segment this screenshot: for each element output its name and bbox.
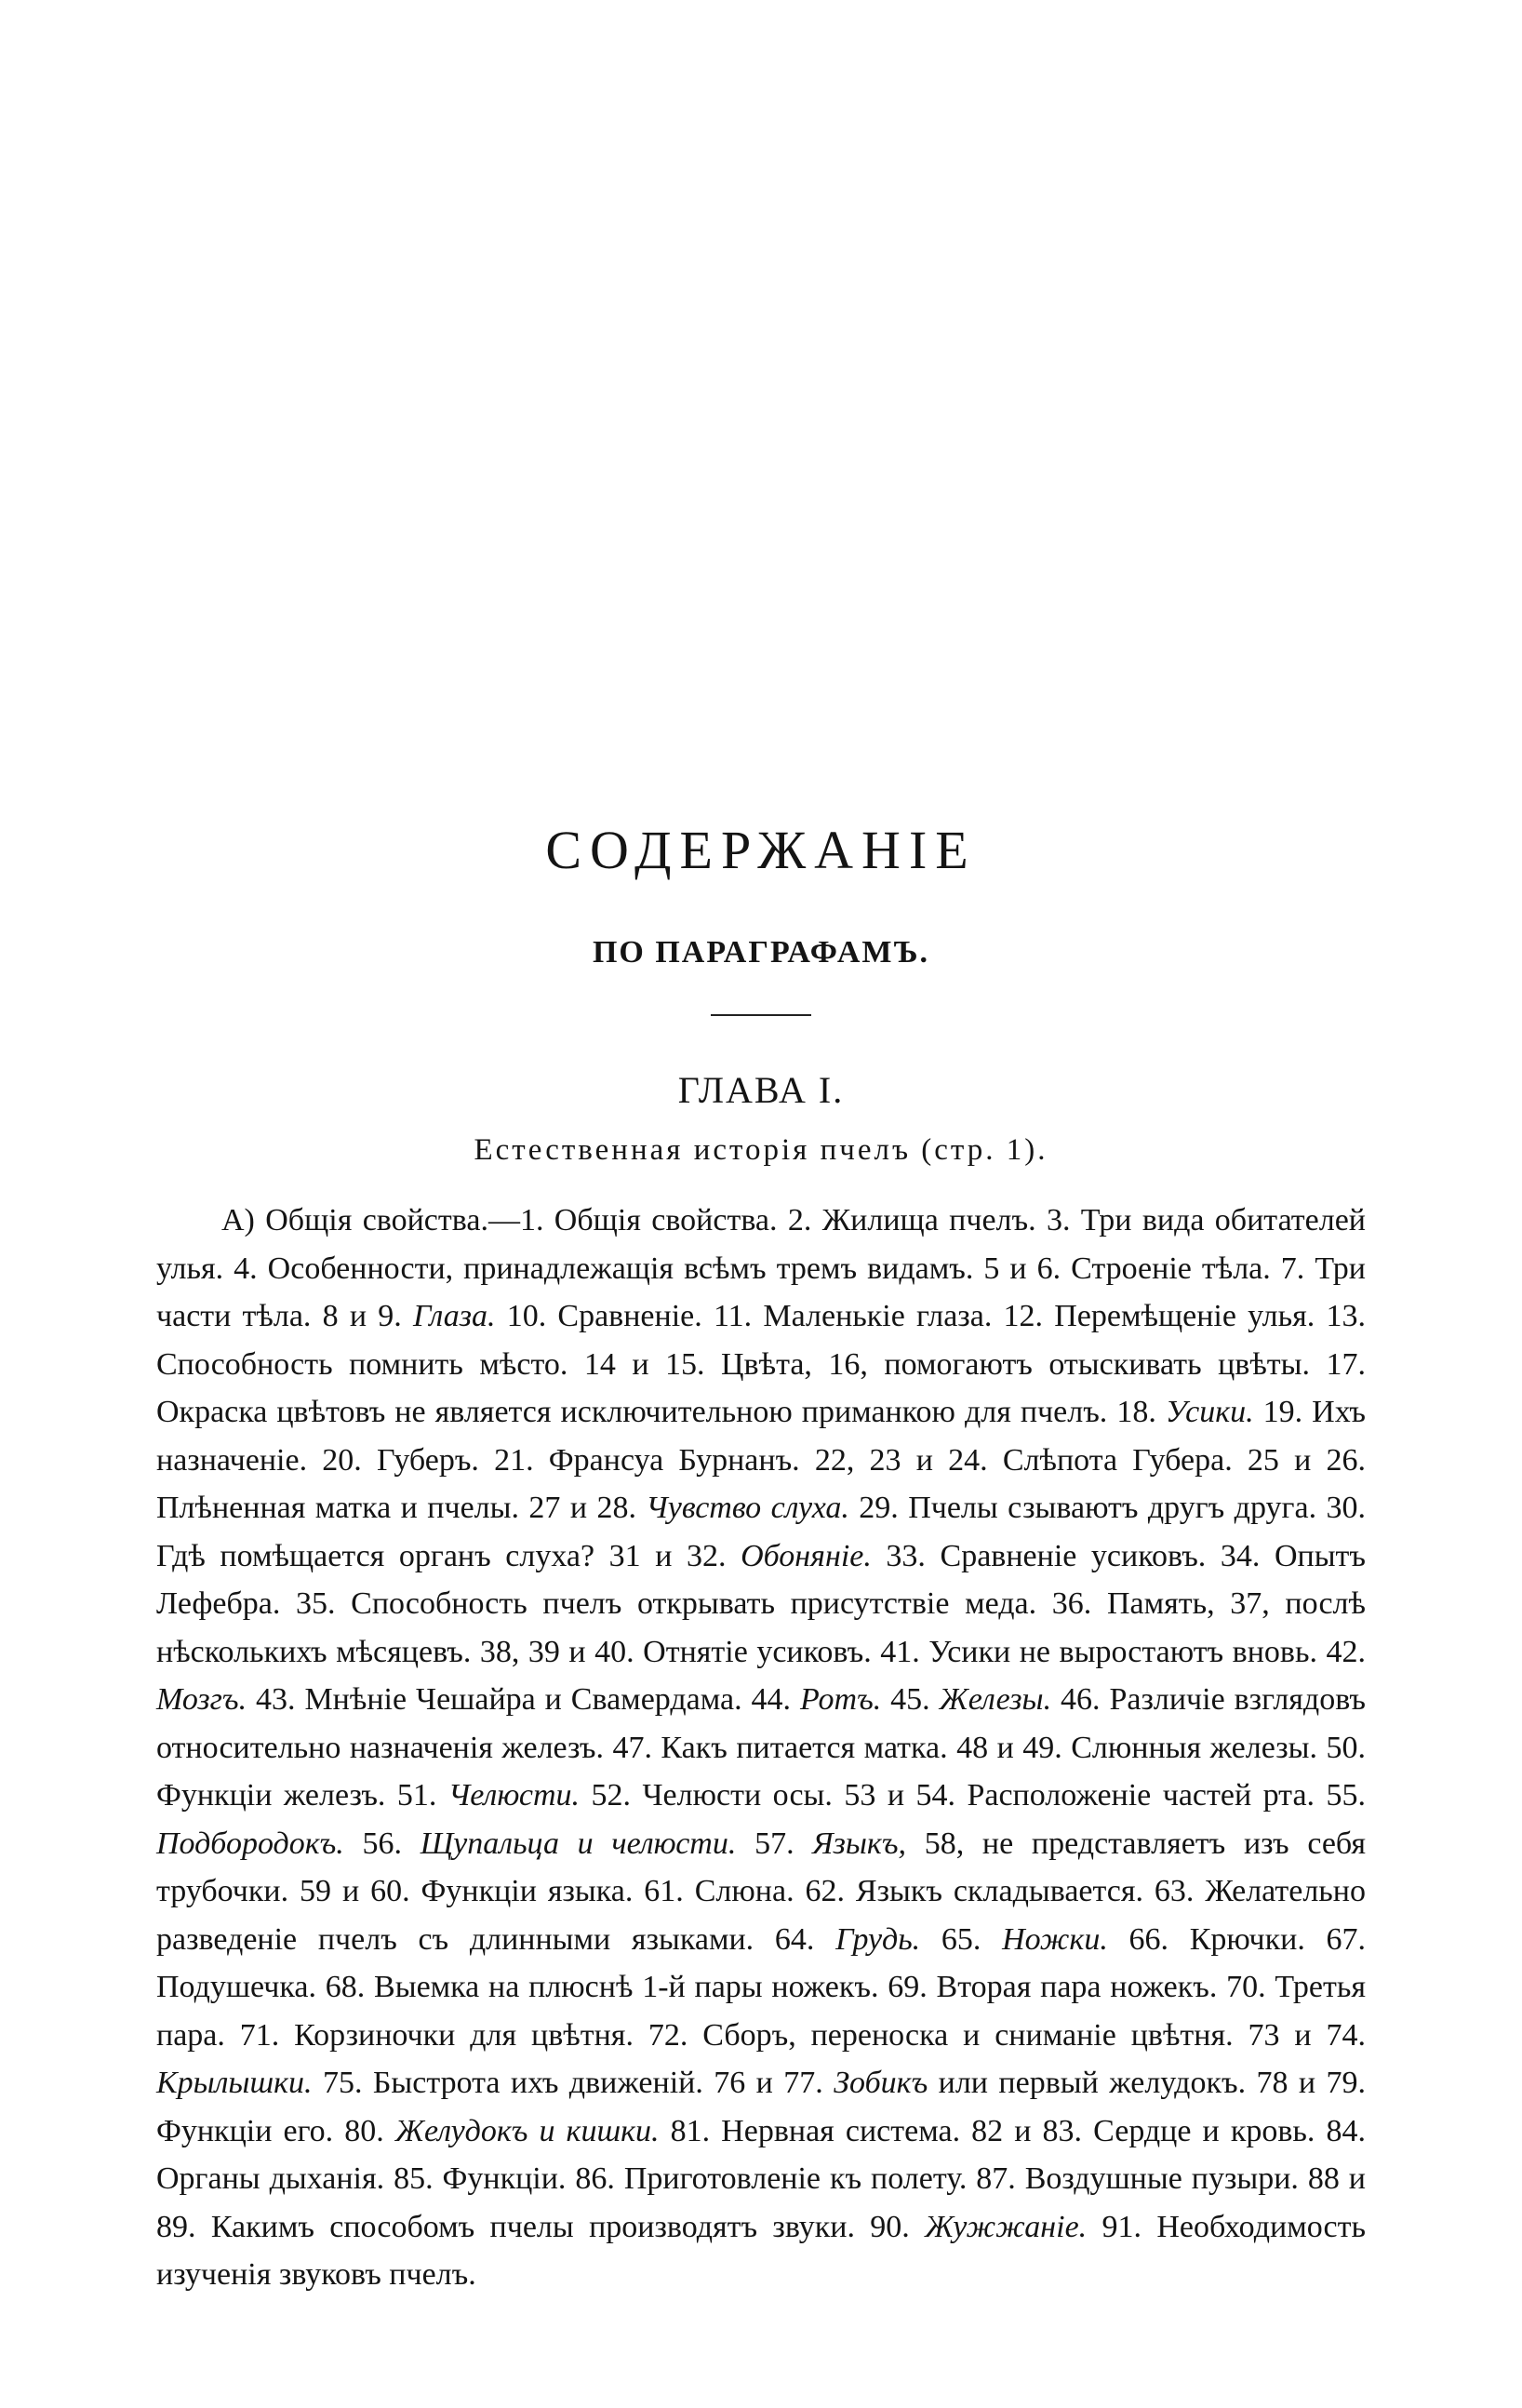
chapter-heading: ГЛАВА I. [677,1069,845,1111]
contents-text: A) Общія свойства.—1. Общія свойства. 2. Жилища пчелъ. 3. Три вида обитателей улья. 4. Особенности, принадлежащія всѣмъ тремъ видамъ. 5 и 6. Строеніе тѣла. 7. Три части тѣла. 8 и 9. [156,1203,1366,1333]
contents-text: 57. [736,1826,813,1861]
contents-term: Зобикъ [834,2066,928,2100]
contents-term: Желудокъ и кишки. [394,2113,660,2148]
contents-term: Жужжаніе. [925,2209,1088,2244]
contents-text: 52. Челюсти осы. 53 и 54. Расположеніе частей рта. 55. [580,1778,1366,1813]
contents-term: Усики. [1165,1395,1254,1429]
contents-term: Ротъ. [799,1682,882,1717]
contents-text: 56. [343,1826,421,1861]
contents-text: 33. Сравненіе усиковъ. 34. Опытъ Лефебра. 35. Способность пчелъ открывать присутствіе меда. 36. Память, 37, послѣ нѣсколькихъ мѣсяцевъ. 38, 39 и 40. Отнятіе усиковъ. 41. Усики не выростаютъ вновь. 42. [156,1538,1366,1669]
contents-term: Железы. [939,1682,1052,1717]
page-subtitle: ПО ПАРАГРАФАМЪ. [592,935,930,970]
contents-text: 43. Мнѣніе Чешайра и Свамердама. 44. [247,1682,800,1717]
page-title: СОДЕРЖАНІЕ [545,820,977,880]
contents-text: 91. Необходимость изученія звуковъ пчелъ. [156,2209,1367,2292]
contents-text: 46. Различіе взглядовъ относительно назначенія железъ. 47. Какъ питается матка. 48 и 49. Слюнныя железы. 50. Функціи железъ. 51. [156,1682,1367,1813]
contents-text: 75. Быстрота ихъ движеній. 76 и 77. [312,2066,834,2100]
contents-text: 10. Сравненіе. 11. Маленькіе глаза. 12. Перемѣщеніе улья. 13. Способность помнить мѣсто. 14 и 15. Цвѣта, 16, помогаютъ отыскивать цвѣты. 17. Окраска цвѣтовъ не является исключительною приманкою для пчелъ. 18. [156,1299,1366,1429]
contents-term: Чувство слуха. [646,1491,849,1525]
contents-term: Глаза. [412,1299,496,1333]
contents-text: 81. Нервная система. 82 и 83. Сердце и кровь. 84. Органы дыханія. 85. Функціи. 86. Приготовленіе къ полету. 87. Воздушные пузыри. 88 и 89. Какимъ способомъ пчелы производятъ звуки. 90. [156,2113,1366,2244]
divider [711,1014,811,1016]
contents-text: 66. Крючки. 67. Подушечка. 68. Выемка на плюснѣ 1-й пары ножекъ. 69. Вторая пара ножекъ. 70. Третья пара. 71. Корзиночки для цвѣтня. 72. Сборъ, переноска и сниманіе цвѣтня. 73 и 74. [156,1921,1367,2053]
contents-text: 29. Пчелы сзываютъ другъ друга. 30. Гдѣ помѣщается органъ слуха? 31 и 32. [156,1491,1366,1573]
contents-term: Челюсти. [447,1778,581,1813]
contents-term: Языкъ, [812,1826,906,1861]
contents-text: или первый желудокъ. 78 и 79. Функціи его. 80. [156,2066,1367,2148]
contents-term: Грудь. [835,1921,921,1957]
contents-paragraph [156,1197,1366,2299]
contents-term: Щупальца и челюсти. [420,1826,737,1861]
contents-term: Мозгъ. [156,1682,247,1717]
contents-text: 58, не представляетъ изъ себя трубочки. 59 и 60. Функціи языка. 61. Слюна. 62. Языкъ складывается. 63. Желательно разведеніе пчелъ съ длинными языками. 64. [156,1826,1367,1957]
chapter-subheading: Естественная исторія пчелъ (стр. 1). [474,1133,1048,1167]
contents-term: Крылышки. [156,2066,313,2100]
contents-text: 45. [881,1682,940,1717]
contents-text: 65. [920,1921,1003,1957]
contents-term: Ножки. [1002,1921,1108,1957]
contents-text: 19. Ихъ назначеніе. 20. Губеръ. 21. Франсуа Бурнанъ. 22, 23 и 24. Слѣпота Губера. 25 и 26. Плѣненная матка и пчелы. 27 и 28. [156,1395,1367,1525]
contents-term: Обоняніе. [741,1538,872,1573]
contents-term: Подбородокъ. [156,1826,344,1861]
